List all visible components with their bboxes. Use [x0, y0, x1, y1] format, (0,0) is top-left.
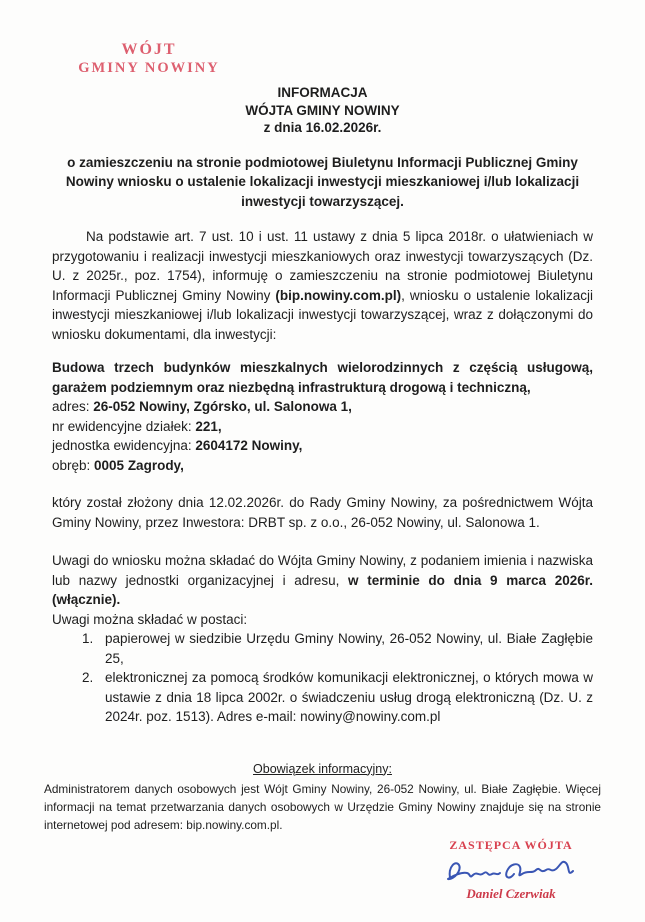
bip-url-bold: (bip.nowiny.com.pl) — [275, 287, 402, 303]
detail-label: jednostka ewidencyjna: — [52, 438, 196, 453]
title-line2: WÓJTA GMINY NOWINY — [245, 102, 400, 118]
investment-detail-address — [52, 397, 593, 417]
investment-detail-plot — [52, 417, 593, 437]
detail-value: 26-052 Nowiny, Zgórsko, ul. Salonowa 1, — [93, 399, 352, 414]
title-line3: z dnia 16.02.2026r. — [263, 120, 382, 135]
list-item — [52, 629, 593, 668]
remarks-text: Uwagi do wniosku można składać do Wójta Gminy Nowiny, z podaniem imienia i nazwiska lub nazwy jednostki organizacyjnej i adresu, — [52, 553, 593, 588]
stamp-line1: WÓJT — [121, 41, 177, 58]
legal-text-1: Na podstawie art. 7 ust. 10 i ust. 11 ustawy z dnia 5 lipca 2018r. o ułatwieniach w przygotowaniu i realizacji inwestycji mieszkaniowych oraz inwestycji towarzyszących (Dz. U. z 2025r., poz. 1754), informuję o zamieszczeniu na stronie podmiotowej Biuletynu Informacji Publicznej Gminy Nowiny — [52, 229, 593, 303]
legal-basis-paragraph — [52, 227, 593, 344]
investment-detail-unit — [52, 436, 593, 456]
legal-text-2: , wniosku o ustalenie lokalizacji inwestycji mieszkaniowej i/lub lokalizacji inwestycji towarzyszącej, wraz z dołączonymi do wniosku dokumentami, dla inwestycji: — [52, 287, 593, 342]
info-duty-heading: Obowiązek informacyjny: — [253, 761, 392, 776]
detail-value: 2604172 Nowiny, — [195, 438, 303, 453]
investment-detail-precinct — [52, 456, 593, 476]
title-line1: INFORMACJA — [277, 85, 368, 100]
signature-block — [421, 836, 601, 903]
stamp-line2: GMINY NOWINY — [78, 60, 220, 76]
signature-role: ZASTĘPCA WÓJTA — [449, 838, 573, 852]
remarks-list — [52, 629, 593, 727]
investment-block — [52, 358, 593, 475]
investment-description: Budowa trzech budynków mieszkalnych wielorodzinnych z częścią usługową, garażem podziemnym oraz niezbędną infrastrukturą drogową i techniczną, — [52, 360, 593, 395]
item-text: papierowej w siedzibie Urzędu Gminy Nowiny, 26-052 Nowiny, ul. Białe Zagłębie 25, — [105, 631, 593, 666]
subject-paragraph: o zamieszczeniu na stronie podmiotowej Biuletynu Informacji Publicznej Gminy Nowiny wniosku o ustalenie lokalizacji inwestycji mieszkaniowej i/lub lokalizacji inwestycji towarzyszącej. — [65, 154, 580, 209]
document-title — [52, 84, 593, 137]
detail-value: 221, — [195, 418, 222, 434]
office-stamp — [64, 40, 234, 78]
detail-value: 0005 Zagrody, — [94, 457, 184, 473]
item-text: elektronicznej za pomocą środków komunikacji elektronicznej, o których mowa w ustawie z dnia 18 lipca 2002r. o świadczeniu usług drogą elektroniczną (Dz. U. z 2024r. poz. 1513). Adres e-mail: nowiny@nowiny.com.pl — [105, 670, 593, 724]
signature-name: Daniel Czerwiak — [466, 885, 556, 901]
item-number: 1. — [82, 631, 94, 646]
remarks-intro: Uwagi można składać w postaci: — [52, 611, 248, 627]
submission-paragraph: który został złożony dnia 12.02.2026r. do Rady Gminy Nowiny, za pośrednictwem Wójta Gminy Nowiny, przez Inwestora: DRBT sp. z o.o., 26-052 Nowiny, ul. Salonowa 1. — [52, 495, 593, 530]
item-number: 2. — [82, 670, 94, 685]
remarks-paragraph — [52, 551, 593, 610]
detail-label: nr ewidencyjne działek: — [52, 418, 196, 434]
detail-label: obręb: — [52, 457, 95, 473]
list-item — [52, 668, 593, 727]
remarks-deadline: w terminie do dnia 9 marca 2026r. (włącznie). — [52, 572, 593, 607]
detail-label: adres: — [52, 399, 94, 414]
info-duty-body: Administratorem danych osobowych jest Wójt Gminy Nowiny, 26-052 Nowiny, ul. Białe Zagłębie. Więcej informacji na temat przetwarzania danych osobowych w Urzędzie Gminy Nowiny znajduje się na stronie internetowej pod adresem: bip.nowiny.com.pl. — [44, 782, 601, 832]
